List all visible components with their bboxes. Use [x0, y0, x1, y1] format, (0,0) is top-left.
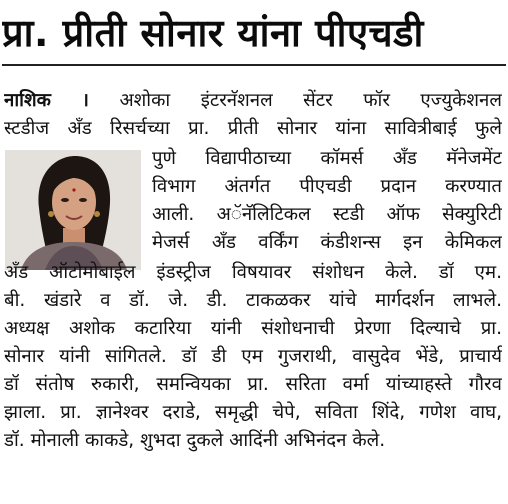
author-photo: [5, 150, 141, 270]
article-line-6: मेजर्स अँड वर्किंग कंडीशन्स इन केमिकल: [152, 232, 502, 253]
article-headline: प्रा. प्रीती सोनार यांना पीएचडी: [2, 11, 424, 55]
article-line-11: डॉ संतोष रुकारी, समन्वियका प्रा. सरिता वर्मा यांच्याहस्ते गौरव: [4, 374, 502, 395]
dateline: नाशिक ।: [4, 90, 89, 111]
article-line-12: झाला. प्रा. ज्ञानेश्वर दराडे, समृद्धी चेपे, सविता शिंदे, गणेश वाघ,: [4, 402, 502, 423]
article-line-10: सोनार यांनी सांगितले. डॉ डी एम गुजराथी, वासुदेव भेंडे, प्राचार्य: [4, 346, 502, 367]
article-line-9: अध्यक्ष अशोक कटारिया यांनी संशोधनाची प्रेरणा दिल्याचे प्रा.: [4, 318, 502, 339]
article-line-8: बी. खंडारे व डॉ. जे. डी. टाकळकर यांचे मार्गदर्शन लाभले.: [4, 290, 502, 311]
article-line-1: [4, 88, 502, 114]
article-line-4: विभाग अंतर्गत पीएचडी प्रदान करण्यात: [152, 176, 502, 197]
article-line-7: अँड ऑटोमोबाईल इंडस्ट्रीज विषयावर संशोधन केले. डॉ एम.: [4, 262, 502, 283]
article-line-13: डॉ. मोनाली काकडे, शुभदा दुकले आदिंनी अभिनंदन केले.: [4, 430, 386, 451]
article-line-5: आली. अॅनॅलिटिकल स्टडी ऑफ सेक्युरिटी: [152, 204, 502, 225]
article-line-3: पुणे विद्यापीठाच्या कॉमर्स अँड मॅनेजमेंट: [152, 148, 502, 169]
article-line-2: स्टडीज अँड रिसर्चच्या प्रा. प्रीती सोनार यांना सावित्रीबाई फुले: [4, 118, 502, 139]
article-line-1-text: अशोका इंटरनॅशनल सेंटर फॉर एज्युकेशनल: [119, 90, 502, 111]
headline-divider: [2, 64, 506, 66]
